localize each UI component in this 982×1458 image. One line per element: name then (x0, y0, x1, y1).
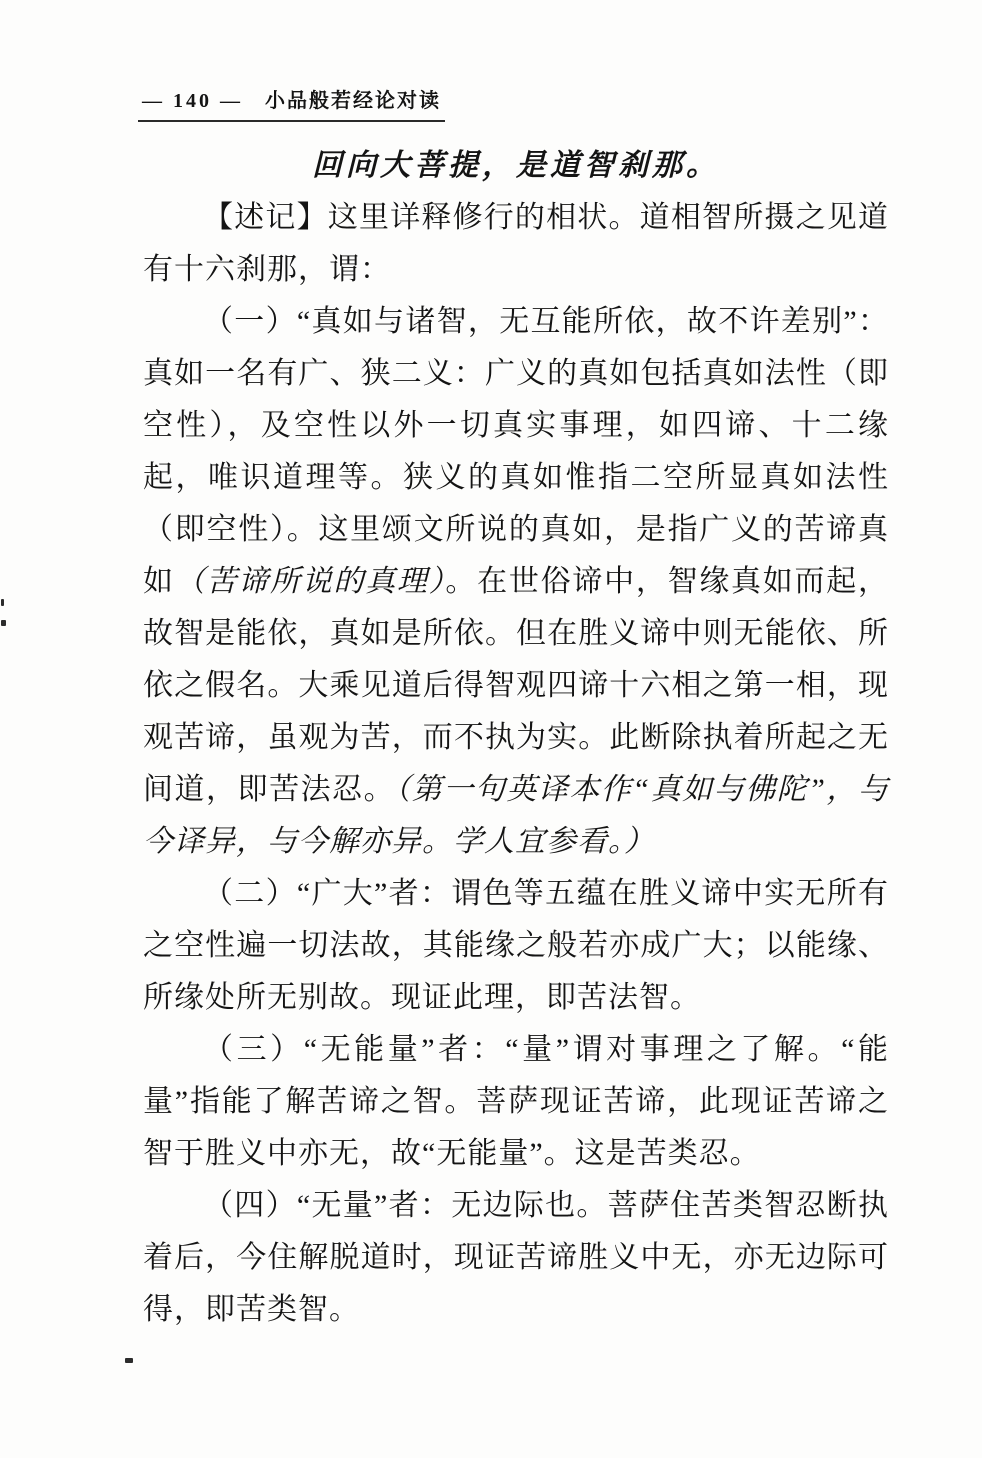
running-head (138, 84, 445, 122)
text-run-kai: （苦谛所说的真理） (174, 565, 446, 598)
scan-speck (125, 1358, 133, 1363)
text-run-kai: （第一句英译本作“真如与佛陀”，与今译异，与今解亦异。学人宜参看。） (143, 773, 890, 858)
text-run: 【述记】这里详释修行的相状。道相智所摄之见道有十六刹那，谓： (143, 201, 889, 286)
paragraph-item-1 (143, 296, 889, 868)
text-run: （四）“无量”者：无边际也。菩萨住苦类智忍断执着后，今住解脱道时，现证苦谛胜义中无，亦无边际可得，即苦类智。 (143, 1189, 889, 1326)
paragraph-item-4 (143, 1180, 889, 1336)
paragraph-shuji (143, 192, 889, 296)
book-title: 小品般若经论对读 (265, 90, 441, 112)
scan-speck (1, 599, 4, 606)
scan-speck (1, 620, 6, 626)
page-content (143, 140, 889, 1336)
verse-line: 回向大菩提，是道智刹那。 (312, 149, 720, 182)
paragraph-item-3 (143, 1024, 889, 1180)
paragraph-item-2 (143, 868, 889, 1024)
text-run: （一）“真如与诸智，无互能所依，故不许差别”：真如一名有广、狭二义：广义的真如包括真如法性（即空性），及空性以外一切真实事理，如四谛、十二缘起，唯识道理等。狭义的真如惟指二空所显真如法性（即空性）。这里颂文所说的真如，是指广义的苦谛真如 (143, 305, 889, 598)
page-number: — 140 — (142, 90, 243, 112)
text-run: 。在世俗谛中，智缘真如而起，故智是能依，真如是所依。但在胜义谛中则无能依、所依之假名。大乘见道后得智观四谛十六相之第一相，现观苦谛，虽观为苦，而不执为实。此断除执着所起之无间道，即苦法忍。 (143, 565, 890, 806)
text-run: （三）“无能量”者：“量”谓对事理之了解。“能量”指能了解苦谛之智。菩萨现证苦谛，此现证苦谛之智于胜义中亦无，故“无能量”。这是苦类忍。 (143, 1033, 889, 1170)
text-run: （二）“广大”者：谓色等五蕴在胜义谛中实无所有之空性遍一切法故，其能缘之般若亦成广大；以能缘、所缘处所无别故。现证此理，即苦法智。 (143, 877, 889, 1014)
